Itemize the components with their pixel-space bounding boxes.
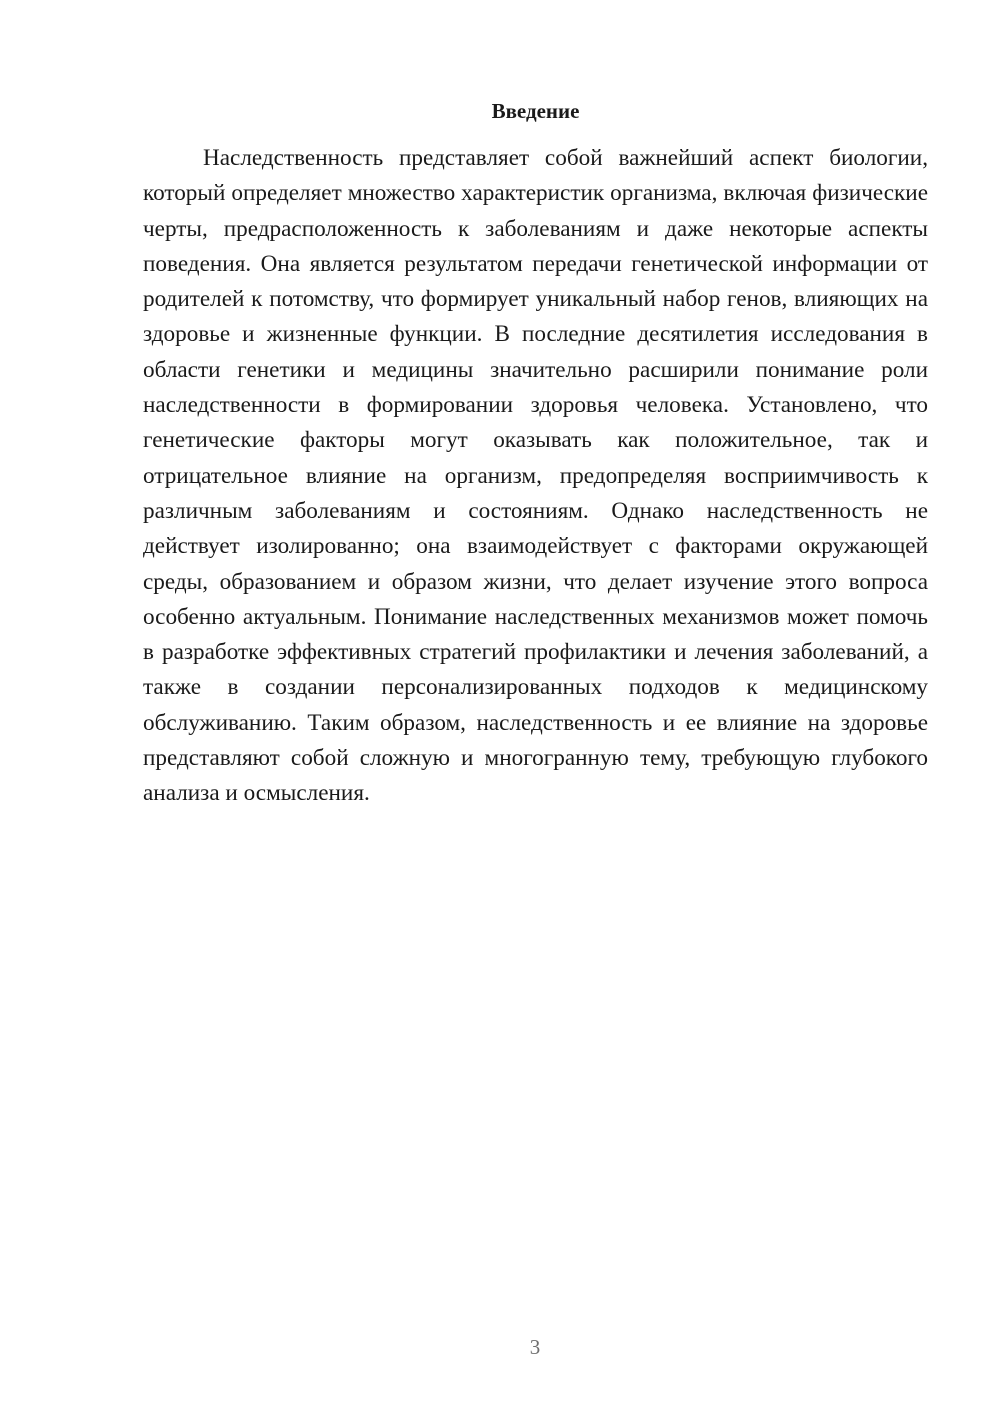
body-paragraph [143, 141, 928, 812]
body-paragraph-text: Наследственность представляет собой важнейший аспект биологии, который определяет множество характеристик организма, включая физические черты, предрасположенность к заболеваниям и даже некоторые аспекты поведения. Она является результатом передачи генетической информации от родителей к потомству, что формирует уникальный набор генов, влияющих на здоровье и жизненные функции. В последние десятилетия исследования в области генетики и медицины значительно расширили понимание роли наследственности в формировании здоровья человека. Установлено, что генетические факторы могут оказывать как положительное, так и отрицательное влияние на организм, предопределяя восприимчивость к различным заболеваниям и состояниям. Однако наследственность не действует изолированно; она взаимодействует с факторами окружающей среды, образованием и образом жизни, что делает изучение этого вопроса особенно актуальным. Понимание наследственных механизмов может помочь в разработке эффективных стратегий профилактики и лечения заболеваний, а также в создании персонализированных подходов к медицинскому обслуживанию. Таким образом, наследственность и ее влияние на здоровье представляют собой сложную и многогранную тему, требующую глубокого анализа и осмысления. [143, 145, 928, 807]
section-title: Введение [491, 99, 580, 123]
page-number: 3 [529, 1335, 541, 1359]
